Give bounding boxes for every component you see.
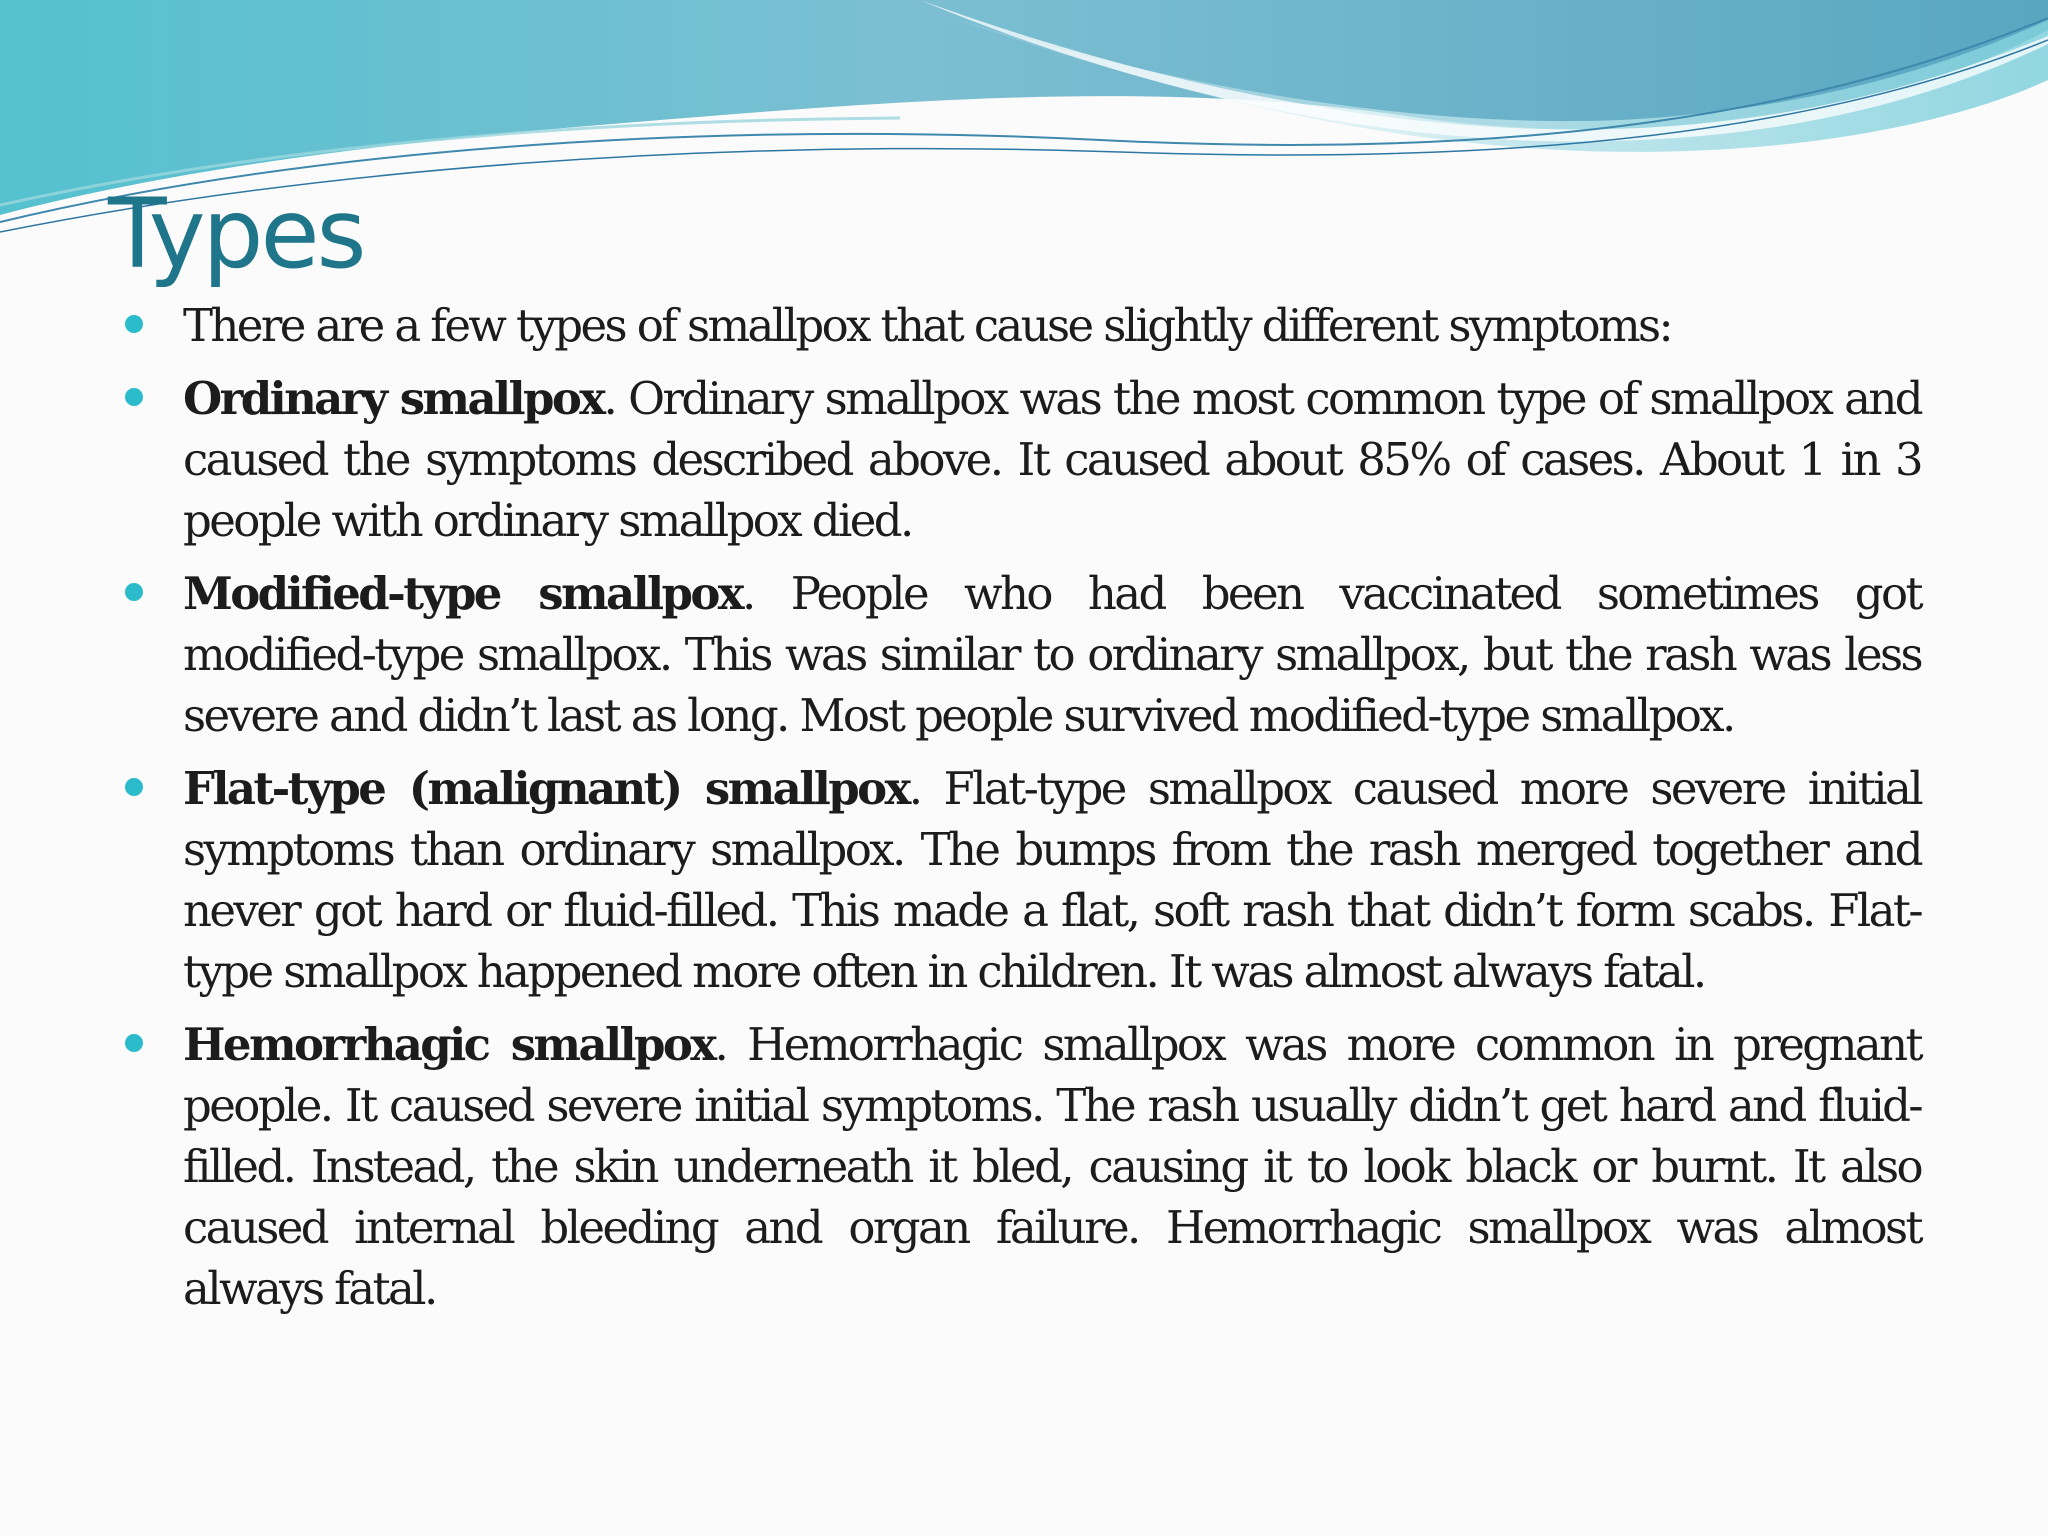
list-item [183, 758, 1921, 1002]
list-item [183, 563, 1921, 746]
bullet-term: Hemorrhagic smallpox [183, 1018, 715, 1071]
list-item [183, 368, 1921, 551]
bullet-term: Modified-type smallpox [183, 567, 743, 620]
bullet-term-suffix: . [603, 372, 616, 425]
bullet-list [183, 295, 1921, 1331]
list-item [183, 295, 1921, 356]
bullet-term: Ordinary smallpox [183, 372, 604, 425]
list-item [183, 1014, 1921, 1319]
bullet-dot-icon [125, 315, 143, 333]
bullet-dot-icon [125, 583, 143, 601]
bullet-term: Flat-type (malignant) smallpox [183, 762, 909, 815]
bullet-term-suffix: . [742, 567, 754, 620]
bullet-dot-icon [125, 778, 143, 796]
bullet-dot-icon [125, 388, 143, 406]
bullet-term-suffix: . [908, 762, 921, 815]
bullet-text: People who had been vaccinated sometimes got modified-type smallpox. This was similar to ordinary smallpox, but the rash was less severe and didn’t last as long. Most people survived modified-type smallpox. [183, 567, 1921, 742]
bullet-text: Hemorrhagic smallpox was more common in pregnant people. It caused severe initial symptoms. The rash usually didn’t get hard and fluid-filled. Instead, the skin underneath it bled, causing it to look black or burnt. It also caused internal bleeding and organ failure. Hemorrhagic smallpox was almost always fatal. [183, 1018, 1921, 1315]
bullet-term-suffix: . [714, 1018, 727, 1071]
bullet-text: Ordinary smallpox was the most common type of smallpox and caused the symptoms described above. It caused about 85% of cases. About 1 in 3 people with ordinary smallpox died. [183, 372, 1921, 547]
bullet-text: There are a few types of smallpox that cause slightly different symptoms: [183, 299, 1672, 352]
bullet-text: Flat-type smallpox caused more severe initial symptoms than ordinary smallpox. The bumps from the rash merged together and never got hard or fluid-filled. This made a flat, soft rash that didn’t form scabs. Flat-type smallpox happened more often in children. It was almost always fatal. [183, 762, 1921, 998]
slide-title: Types [108, 178, 364, 290]
bullet-dot-icon [125, 1034, 143, 1052]
